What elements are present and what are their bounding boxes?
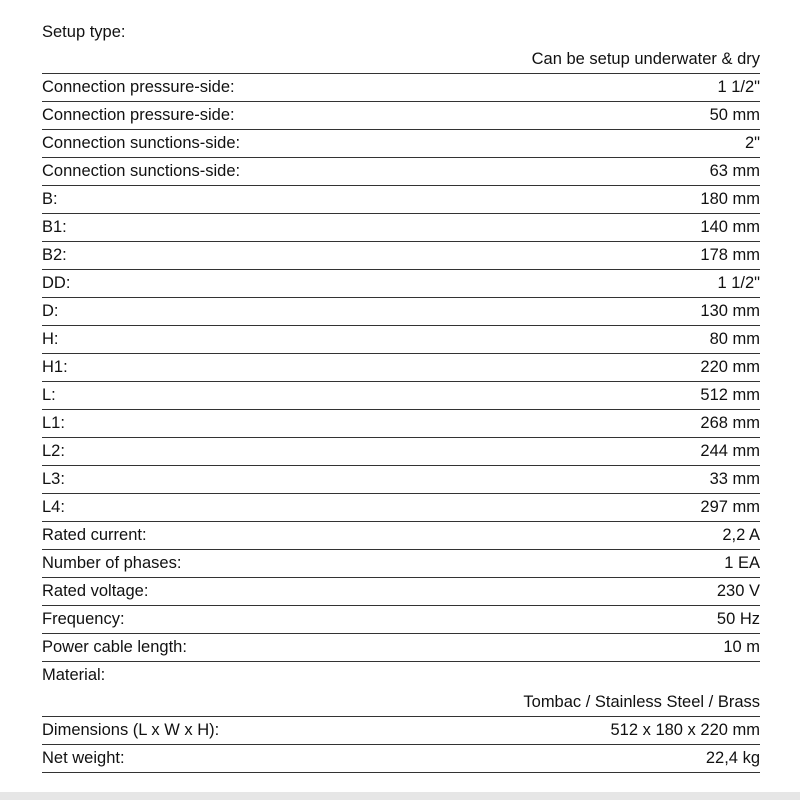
spec-label: L1: <box>42 414 65 432</box>
spec-value: 244 mm <box>700 442 760 460</box>
spec-value: 10 m <box>723 638 760 656</box>
spec-label: Connection sunctions-side: <box>42 162 241 180</box>
spec-value: Can be setup underwater & dry <box>531 50 760 68</box>
spec-table <box>42 19 760 773</box>
spec-label: Power cable length: <box>42 638 187 656</box>
spec-value: 512 mm <box>700 386 760 404</box>
spec-value: 33 mm <box>709 470 760 488</box>
spec-label: L4: <box>42 498 65 516</box>
spec-row <box>42 298 760 326</box>
spec-row <box>42 689 760 717</box>
spec-row <box>42 74 760 102</box>
spec-label: Material: <box>42 666 106 684</box>
spec-row <box>42 382 760 410</box>
spec-label: B2: <box>42 246 67 264</box>
bottom-strip <box>0 792 800 800</box>
spec-label: H1: <box>42 358 68 376</box>
spec-label: B: <box>42 190 58 208</box>
spec-row <box>42 634 760 662</box>
spec-row <box>42 186 760 214</box>
spec-value: 130 mm <box>700 302 760 320</box>
spec-value: 2" <box>744 134 760 152</box>
spec-row <box>42 745 760 773</box>
spec-label: D: <box>42 302 59 320</box>
spec-row <box>42 158 760 186</box>
spec-row <box>42 522 760 550</box>
spec-label: B1: <box>42 218 67 236</box>
spec-label: Connection sunctions-side: <box>42 134 241 152</box>
spec-value: 50 mm <box>709 106 760 124</box>
spec-value: 140 mm <box>700 218 760 236</box>
spec-row <box>42 242 760 270</box>
spec-row <box>42 102 760 130</box>
spec-value: 297 mm <box>700 498 760 516</box>
spec-label: L2: <box>42 442 65 460</box>
spec-value: 512 x 180 x 220 mm <box>610 721 760 739</box>
spec-value: 268 mm <box>700 414 760 432</box>
spec-value: 50 Hz <box>716 610 760 628</box>
spec-value: 1 1/2" <box>717 78 760 96</box>
spec-value: 230 V <box>716 582 760 600</box>
spec-label: Number of phases: <box>42 554 182 572</box>
spec-value: 178 mm <box>700 246 760 264</box>
spec-row <box>42 494 760 522</box>
spec-value: 80 mm <box>709 330 760 348</box>
spec-row <box>42 438 760 466</box>
spec-value: 2,2 A <box>722 526 760 544</box>
spec-label: Dimensions (L x W x H): <box>42 721 220 739</box>
spec-row <box>42 466 760 494</box>
spec-label: Rated current: <box>42 526 147 544</box>
spec-label: Net weight: <box>42 749 125 767</box>
spec-row <box>42 410 760 438</box>
spec-value: 63 mm <box>709 162 760 180</box>
spec-value: 1 EA <box>724 554 760 572</box>
spec-label: L3: <box>42 470 65 488</box>
spec-row <box>42 354 760 382</box>
spec-value: Tombac / Stainless Steel / Brass <box>523 693 760 711</box>
spec-value: 22,4 kg <box>705 749 760 767</box>
spec-label: Rated voltage: <box>42 582 149 600</box>
spec-label: Connection pressure-side: <box>42 78 235 96</box>
spec-label: Frequency: <box>42 610 125 628</box>
spec-row <box>42 326 760 354</box>
spec-value: 1 1/2" <box>717 274 760 292</box>
spec-label: DD: <box>42 274 71 292</box>
spec-row <box>42 46 760 74</box>
spec-row <box>42 606 760 634</box>
spec-label: Setup type: <box>42 23 126 41</box>
spec-value: 220 mm <box>700 358 760 376</box>
spec-row <box>42 717 760 745</box>
spec-label: Connection pressure-side: <box>42 106 235 124</box>
spec-row <box>42 130 760 158</box>
spec-row <box>42 550 760 578</box>
spec-row <box>42 578 760 606</box>
spec-label: L: <box>42 386 56 404</box>
spec-row <box>42 214 760 242</box>
spec-row <box>42 662 760 689</box>
spec-label: H: <box>42 330 59 348</box>
spec-row <box>42 19 760 46</box>
spec-row <box>42 270 760 298</box>
spec-value: 180 mm <box>700 190 760 208</box>
